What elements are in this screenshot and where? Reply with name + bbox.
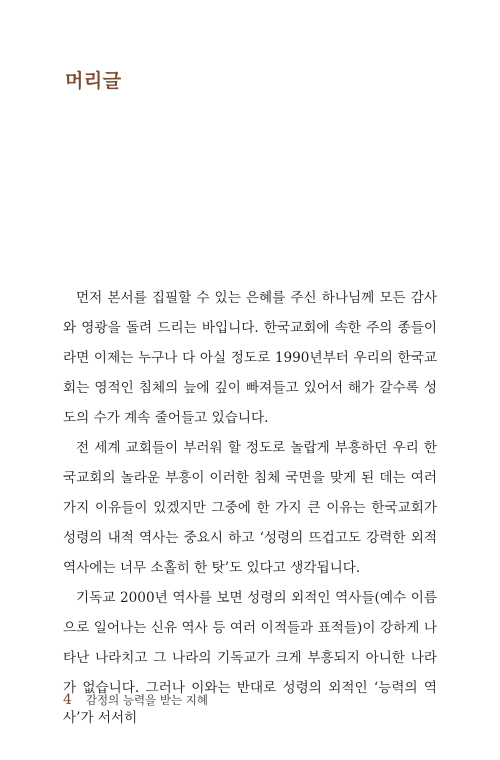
running-title: 감정의 능력을 받는 지혜	[85, 693, 208, 707]
paragraph: 먼저 본서를 집필할 수 있는 은혜를 주신 하나님께 모든 감사와 영광을 돌려 드리는 바입니다. 한국교회에 속한 주의 종들이라면 이제는 누구나 다 아실 정도로 1990년부터 우리의 한국교회는 영적인 침체의 늪에 깊이 빠져들고 있어서 해가 갈수록 성도의 수가 계속 줄어들고 있습니다.	[63, 290, 437, 426]
page-number: 4	[63, 692, 72, 708]
body-text	[63, 283, 437, 733]
paragraph: 전 세계 교회들이 부러워 할 정도로 놀랍게 부흥하던 우리 한국교회의 놀라운 부흥이 이러한 침체 국면을 맞게 된 데는 여러 가지 이유들이 있겠지만 그중에 한 가지 큰 이유는 한국교회가 성령의 내적 역사는 중요시 하고 ‘성령의 뜨겁고도 강력한 외적 역사에는 너무 소홀히 한 탓’도 있다고 생각됩니다.	[63, 440, 437, 576]
paragraph: 기독교 2000년 역사를 보면 성령의 외적인 역사들(예수 이름으로 일어나는 신유 역사 등 여러 이적들과 표적들)이 강하게 나타난 나라치고 그 나라의 기독교가 크게 부흥되지 아니한 나라가 없습니다. 그러나 이와는 반대로 성령의 외적인 ‘능력의 역사’가 서서히	[63, 590, 437, 726]
page-footer	[63, 692, 208, 708]
page-heading: 머리글	[65, 70, 122, 92]
